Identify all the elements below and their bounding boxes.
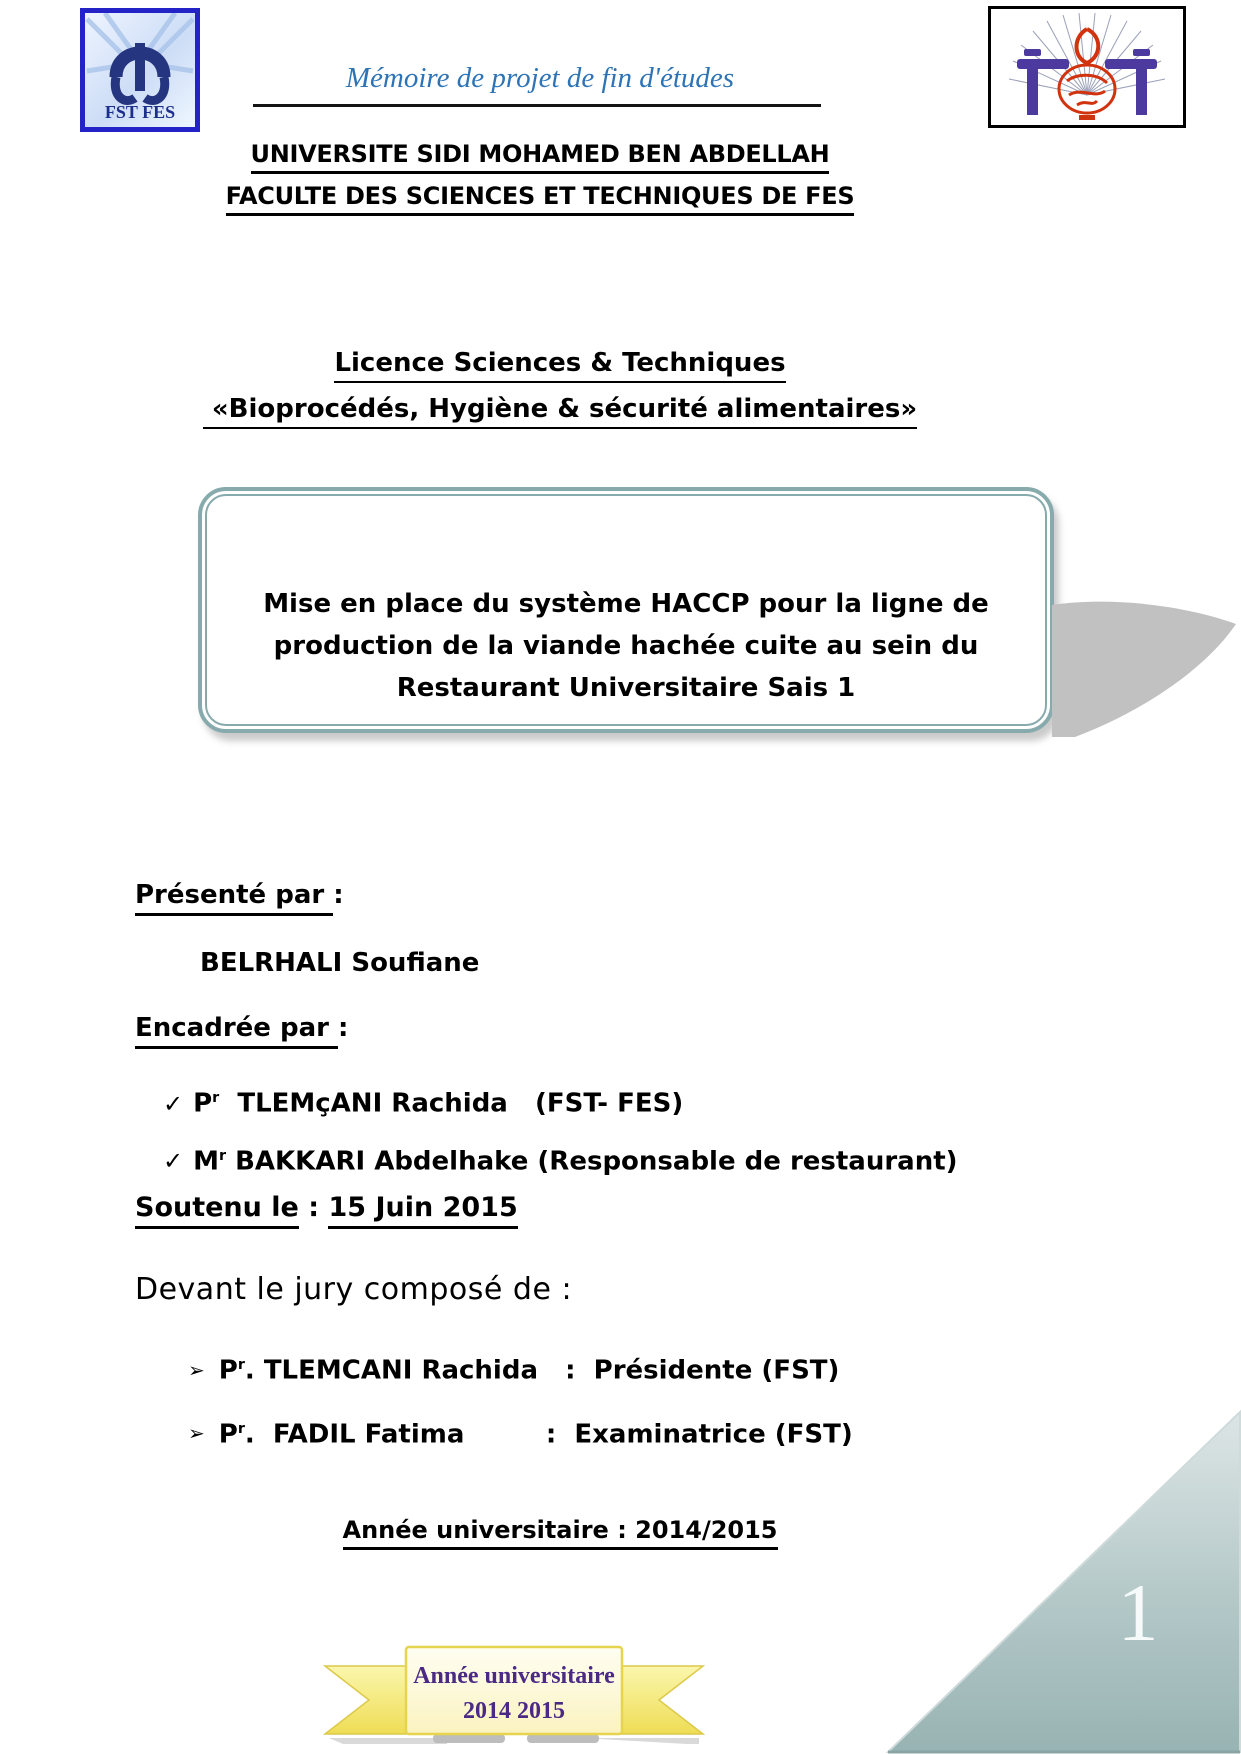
arrow-bullet-icon: ➢ xyxy=(188,1421,205,1446)
jury-member-title: P xyxy=(218,1355,238,1386)
thesis-title-box xyxy=(198,487,1054,733)
supervised-by-label: Encadrée par xyxy=(135,1013,338,1049)
supervisor-list xyxy=(163,1072,958,1187)
fst-fes-logo-art xyxy=(85,13,195,127)
jury-member-title-sup: r xyxy=(237,1357,245,1373)
presented-by-line xyxy=(135,880,344,916)
presented-by-label: Présenté par xyxy=(135,880,333,916)
supervisor-title-sup: r xyxy=(212,1090,220,1106)
academic-year-line xyxy=(320,1516,800,1550)
thesis-title xyxy=(222,583,1030,709)
academic-year-text: Année universitaire : 2014/2015 xyxy=(343,1516,778,1550)
jury-intro: Devant le jury composé de : xyxy=(135,1272,573,1307)
jury-item xyxy=(188,1336,853,1400)
thesis-title-line1: Mise en place du système HACCP pour la ligne de xyxy=(263,589,989,619)
jury-member-title: P xyxy=(218,1419,238,1450)
defense-date-separator: : xyxy=(298,1192,329,1223)
university-seal-art xyxy=(991,9,1183,125)
supervisor-name: BAKKARI Abdelhake (Responsable de restaurant) xyxy=(226,1146,958,1177)
page-number: 1 xyxy=(1117,1567,1159,1658)
jury-item xyxy=(188,1400,853,1464)
supervisor-item xyxy=(163,1072,958,1130)
check-icon: ✓ xyxy=(163,1089,184,1118)
defense-date-label: Soutenu le xyxy=(135,1192,299,1229)
ribbon-line2: 2014 2015 xyxy=(463,1698,565,1724)
supervisor-item xyxy=(163,1130,958,1188)
academic-year-ribbon xyxy=(283,1640,745,1752)
defense-date-line xyxy=(135,1192,518,1229)
university-seal-logo xyxy=(988,6,1186,128)
arrow-bullet-icon: ➢ xyxy=(188,1357,205,1382)
author-name: BELRHALI Soufiane xyxy=(200,948,480,978)
thesis-title-line2: production de la viande hachée cuite au sein du xyxy=(273,631,979,661)
supervised-by-line xyxy=(135,1013,348,1049)
ribbon-line1: Année universitaire xyxy=(413,1663,615,1689)
jury-member-title-sup: r xyxy=(237,1420,245,1437)
defense-date-value: 15 Juin 2015 xyxy=(328,1192,517,1229)
check-icon: ✓ xyxy=(163,1147,184,1176)
supervisor-title-sup: r xyxy=(218,1147,227,1164)
faculty-name: FACULTE DES SCIENCES ET TECHNIQUES DE FES xyxy=(226,182,855,216)
supervised-by-colon: : xyxy=(338,1013,349,1043)
thesis-title-line3: Restaurant Universitaire Sais 1 xyxy=(396,673,856,703)
jury-member-text: . TLEMCANI Rachida : Présidente (FST) xyxy=(244,1355,840,1386)
program-block xyxy=(180,348,940,440)
program-degree: Licence Sciences & Techniques xyxy=(334,348,785,383)
header-rule xyxy=(253,104,821,107)
program-specialty: «Bioprocédés, Hygiène & sécurité alimentaires» xyxy=(203,394,917,429)
fst-fes-logo xyxy=(80,8,200,132)
supervisor-title: M xyxy=(193,1146,219,1177)
institution-titles xyxy=(120,140,960,224)
jury-list xyxy=(188,1336,853,1463)
presented-by-colon: : xyxy=(333,880,344,910)
memoire-subtitle: Mémoire de projet de fin d'études xyxy=(345,62,735,94)
fst-logo-caption: FST FES xyxy=(104,102,176,122)
supervisor-name: TLEMçANI Rachida (FST- FES) xyxy=(219,1088,684,1119)
box-shadow-swoosh xyxy=(1052,598,1241,743)
supervisor-title: P xyxy=(193,1088,213,1119)
jury-member-text: . FADIL Fatima : Examinatrice (FST) xyxy=(244,1419,853,1450)
university-name: UNIVERSITE SIDI MOHAMED BEN ABDELLAH xyxy=(251,140,830,174)
